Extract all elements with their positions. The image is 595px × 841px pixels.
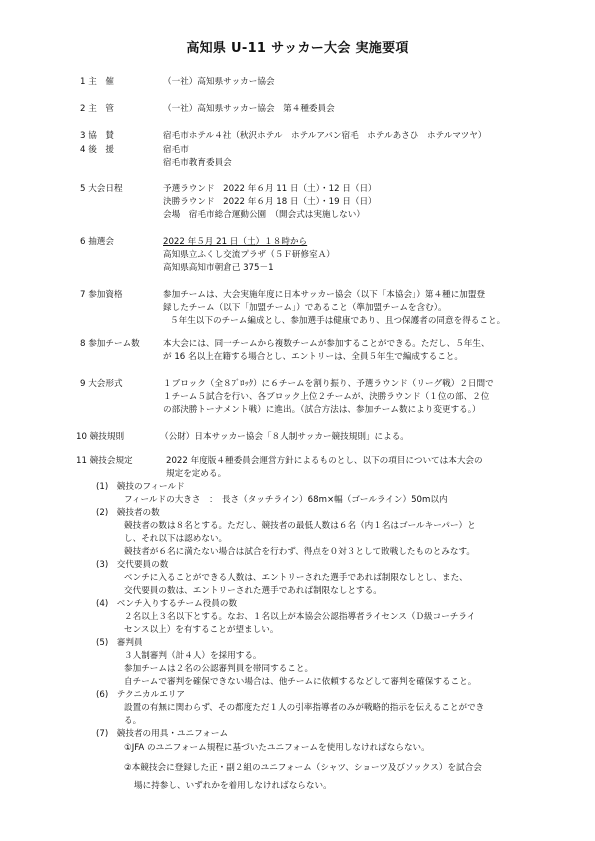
- subsection-5-line: 自チームで審判を確保できない場合は、他チームに依頼するなどして審判を確保すること。: [124, 677, 477, 687]
- subsection-1-line: フィールドの大きさ ： 長さ（タッチライン）68m×幅（ゴールライン）50m以内: [124, 495, 448, 505]
- section-11-label: 11 競技会規定: [76, 456, 133, 466]
- section-7-line: 録したチーム（以下「加盟チーム」）であること（準加盟チームを含む）。: [163, 303, 447, 313]
- section-6-line: 高知県高知市朝倉己 375－1: [163, 263, 274, 273]
- subsection-5-line: 参加チームは２名の公認審判員を帯同すること。: [124, 664, 314, 674]
- section-5-line: 決勝ラウンド 2022 年６月 18 日（土）・19 日（日）: [163, 197, 377, 207]
- section-6-label: 6 抽選会: [80, 237, 114, 247]
- subsection-5-heading: (5) 審判員: [96, 638, 143, 648]
- document-title: 高知県 U-11 サッカー大会 実施要項: [186, 41, 409, 56]
- section-8-label: 8 参加チーム数: [80, 339, 140, 349]
- section-5-line: 会場 宿毛市総合運動公園 （開会式は実施しない）: [163, 210, 365, 220]
- subsection-7-line: ①JFA のユニフォーム規程に基づいたユニフォームを使用しなければならない。: [124, 743, 430, 753]
- section-6-line: 2022 年５月 21 日（土）１８時から: [163, 237, 308, 247]
- subsection-7-line: ②本競技会に登録した正・副２組のユニフォーム（シャツ、ショーツ及びソックス）を試合会: [124, 763, 482, 773]
- section-9-line: の部決勝トーナメント戦）に進出。（試合方法は、参加チーム数により変更する。）: [163, 405, 481, 415]
- section-6-line: 高知県立ふくし交流プラザ（５Ｆ研修室Ａ）: [163, 250, 335, 260]
- subsection-2-line: し、それ以下は認めない。: [124, 534, 228, 544]
- section-1-value: （一社）高知県サッカー協会: [163, 77, 275, 87]
- section-5-line: 予選ラウンド 2022 年６月 11 日（土）・12 日（日）: [163, 184, 377, 194]
- section-7-line: 参加チームは、大会実施年度に日本サッカー協会（以下「本協会」）第４種に加盟登: [163, 290, 486, 300]
- subsection-5-line: ３人制審判（計４人）を採用する。: [124, 651, 262, 661]
- subsection-6-heading: (6) テクニカルエリア: [96, 690, 186, 700]
- section-5-label: 5 大会日程: [80, 184, 123, 194]
- subsection-6-line: る。: [124, 716, 142, 726]
- section-2-value: （一社）高知県サッカー協会 第４種委員会: [163, 104, 335, 114]
- section-9-label: 9 大会形式: [80, 379, 123, 389]
- subsection-7-line: 場に持参し、いずれかを着用しなければならない。: [134, 781, 332, 791]
- section-8-line: が 16 名以上在籍する場合とし、エントリーは、全員５年生で編成すること。: [163, 352, 463, 362]
- subsection-2-line: 競技者が６名に満たない場合は試合を行わず、得点を０対３として敗戦したものとみなす。: [124, 547, 475, 557]
- section-3-label: 3 協 賛: [80, 131, 114, 141]
- section-8-line: 本大会には、同一チームから複数チームが参加することができる。ただし、５年生、: [163, 339, 490, 349]
- section-1-label: 1 主 催: [80, 77, 114, 87]
- subsection-7-heading: (7) 競技者の用具・ユニフォーム: [96, 729, 229, 739]
- section-9-line: １チーム５試合を行い、各ブロック上位２チームが、決勝ラウンド（１位の部、２位: [163, 392, 490, 402]
- subsection-2-heading: (2) 競技者の数: [96, 508, 160, 518]
- subsection-4-line: センス以上）を有することが望ましい。: [124, 625, 279, 635]
- subsection-4-heading: (4) ベンチ入りするチーム役員の数: [96, 599, 238, 609]
- section-7-label: 7 参加資格: [80, 290, 123, 300]
- subsection-3-line: 交代要員の数は、エントリーされた選手であれば制限なしとする。: [124, 586, 382, 596]
- section-4-line: 宿毛市教育委員会: [163, 158, 232, 168]
- section-9-line: １ブロック（全８ﾌﾞﾛｯｸ）に６チームを割り振り、予選ラウンド（リーグ戦）２日間で: [163, 379, 494, 389]
- section-4-label: 4 後 援: [80, 145, 114, 155]
- subsection-4-line: ２名以上３名以下とする。なお、１名以上が本協会公認指導者ライセンス（Ｄ級コーチライ: [124, 612, 476, 622]
- subsection-2-line: 競技者の数は８名とする。ただし、競技者の最低人数は６名（内１名はゴールキーパー）と: [124, 521, 476, 531]
- subsection-3-heading: (3) 交代要員の数: [96, 560, 169, 570]
- subsection-3-line: ベンチに入ることができる人数は、エントリーされた選手であれば制限なしとし、また、: [124, 573, 468, 583]
- section-11-line: 規定を定める。: [166, 469, 227, 479]
- section-3-value: 宿毛市ホテル４社（秋沢ホテル ホテルアバン宿毛 ホテルあさひ ホテルマツヤ）: [163, 131, 487, 141]
- section-2-label: 2 主 管: [80, 104, 114, 114]
- section-10-value: （公財）日本サッカー協会「８人制サッカー競技規則」による。: [160, 432, 409, 442]
- section-10-label: 10 競技規則: [76, 432, 125, 442]
- section-7-line: ５年生以下のチーム編成とし、参加選手は健康であり、且つ保護者の同意を得ること。: [170, 316, 506, 326]
- subsection-6-line: 設置の有無に関わらず、その都度ただ１人の引率指導者のみが戦略的指示を伝えることができ: [124, 703, 485, 713]
- subsection-1-heading: (1) 競技のフィールド: [96, 482, 185, 492]
- section-4-line: 宿毛市: [163, 145, 189, 155]
- section-11-line: 2022 年度版４種委員会運営方針によるものとし、以下の項目については本大会の: [166, 456, 483, 466]
